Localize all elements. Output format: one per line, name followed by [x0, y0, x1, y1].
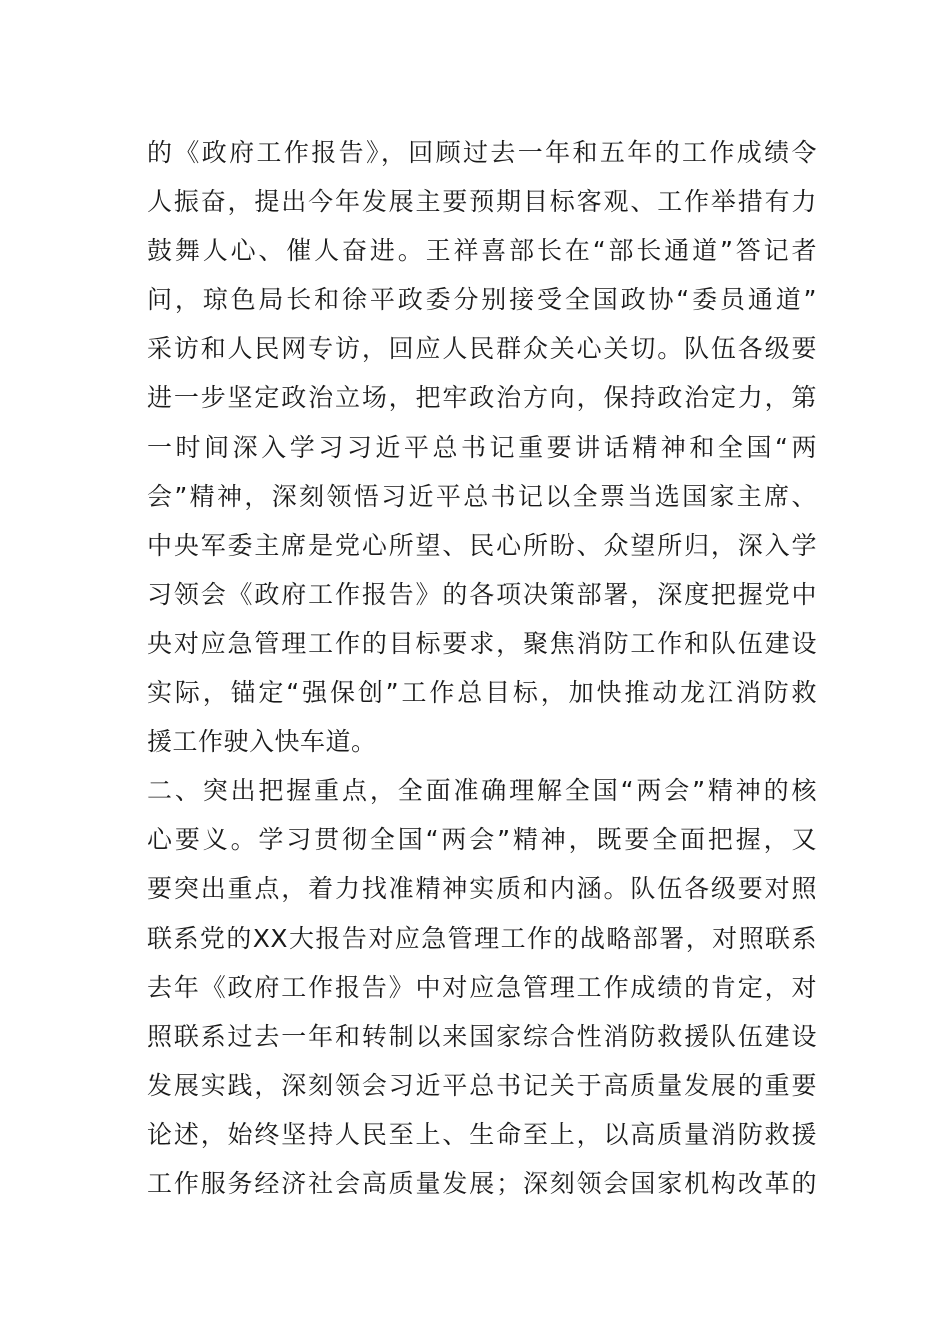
text-line: 发展实践，深刻领会习近平总书记关于高质量发展的重要	[147, 1070, 817, 1100]
text-line: 去年《政府工作报告》中对应急管理工作成绩的肯定，对	[147, 972, 817, 1002]
text-line: 人振奋，提出今年发展主要预期目标客观、工作举措有力	[147, 187, 817, 217]
text-line: 论述，始终坚持人民至上、生命至上，以高质量消防救援	[147, 1119, 817, 1149]
text-line: 工作服务经济社会高质量发展；深刻领会国家机构改革的	[147, 1168, 817, 1198]
text-line: 实际，锚定“强保创”工作总目标，加快推动龙江消防救	[147, 678, 817, 708]
text-line: 鼓舞人心、催人奋进。王祥喜部长在“部长通道”答记者	[147, 236, 817, 266]
text-line: 央对应急管理工作的目标要求，聚焦消防工作和队伍建设	[147, 628, 817, 658]
text-line: 中央军委主席是党心所望、民心所盼、众望所归，深入学	[147, 530, 817, 560]
text-line: 进一步坚定政治立场，把牢政治方向，保持政治定力，第	[147, 383, 817, 413]
text-line: 的《政府工作报告》，回顾过去一年和五年的工作成绩令	[147, 138, 817, 167]
text-line: 心要义。学习贯彻全国“两会”精神，既要全面把握，又	[147, 825, 817, 855]
text-line: 一时间深入学习习近平总书记重要讲话精神和全国“两	[147, 432, 817, 462]
text-line: 照联系过去一年和转制以来国家综合性消防救援队伍建设	[147, 1021, 817, 1051]
text-line: 习领会《政府工作报告》的各项决策部署，深度把握党中	[147, 579, 817, 609]
body-text	[147, 128, 817, 1208]
text-line: 要突出重点，着力找准精神实质和内涵。队伍各级要对照	[147, 874, 817, 904]
text-line: 采访和人民网专访，回应人民群众关心关切。队伍各级要	[147, 334, 817, 364]
text-line: 联系党的XX大报告对应急管理工作的战略部署，对照联系	[147, 923, 817, 953]
text-line: 会”精神，深刻领悟习近平总书记以全票当选国家主席、	[147, 481, 817, 511]
text-line: 问，琼色局长和徐平政委分别接受全国政协“委员通道”	[147, 285, 817, 315]
section-heading-line: 二、突出把握重点，全面准确理解全国“两会”精神的核	[147, 776, 817, 806]
paragraph-end-line: 援工作驶入快车道。	[147, 727, 377, 757]
